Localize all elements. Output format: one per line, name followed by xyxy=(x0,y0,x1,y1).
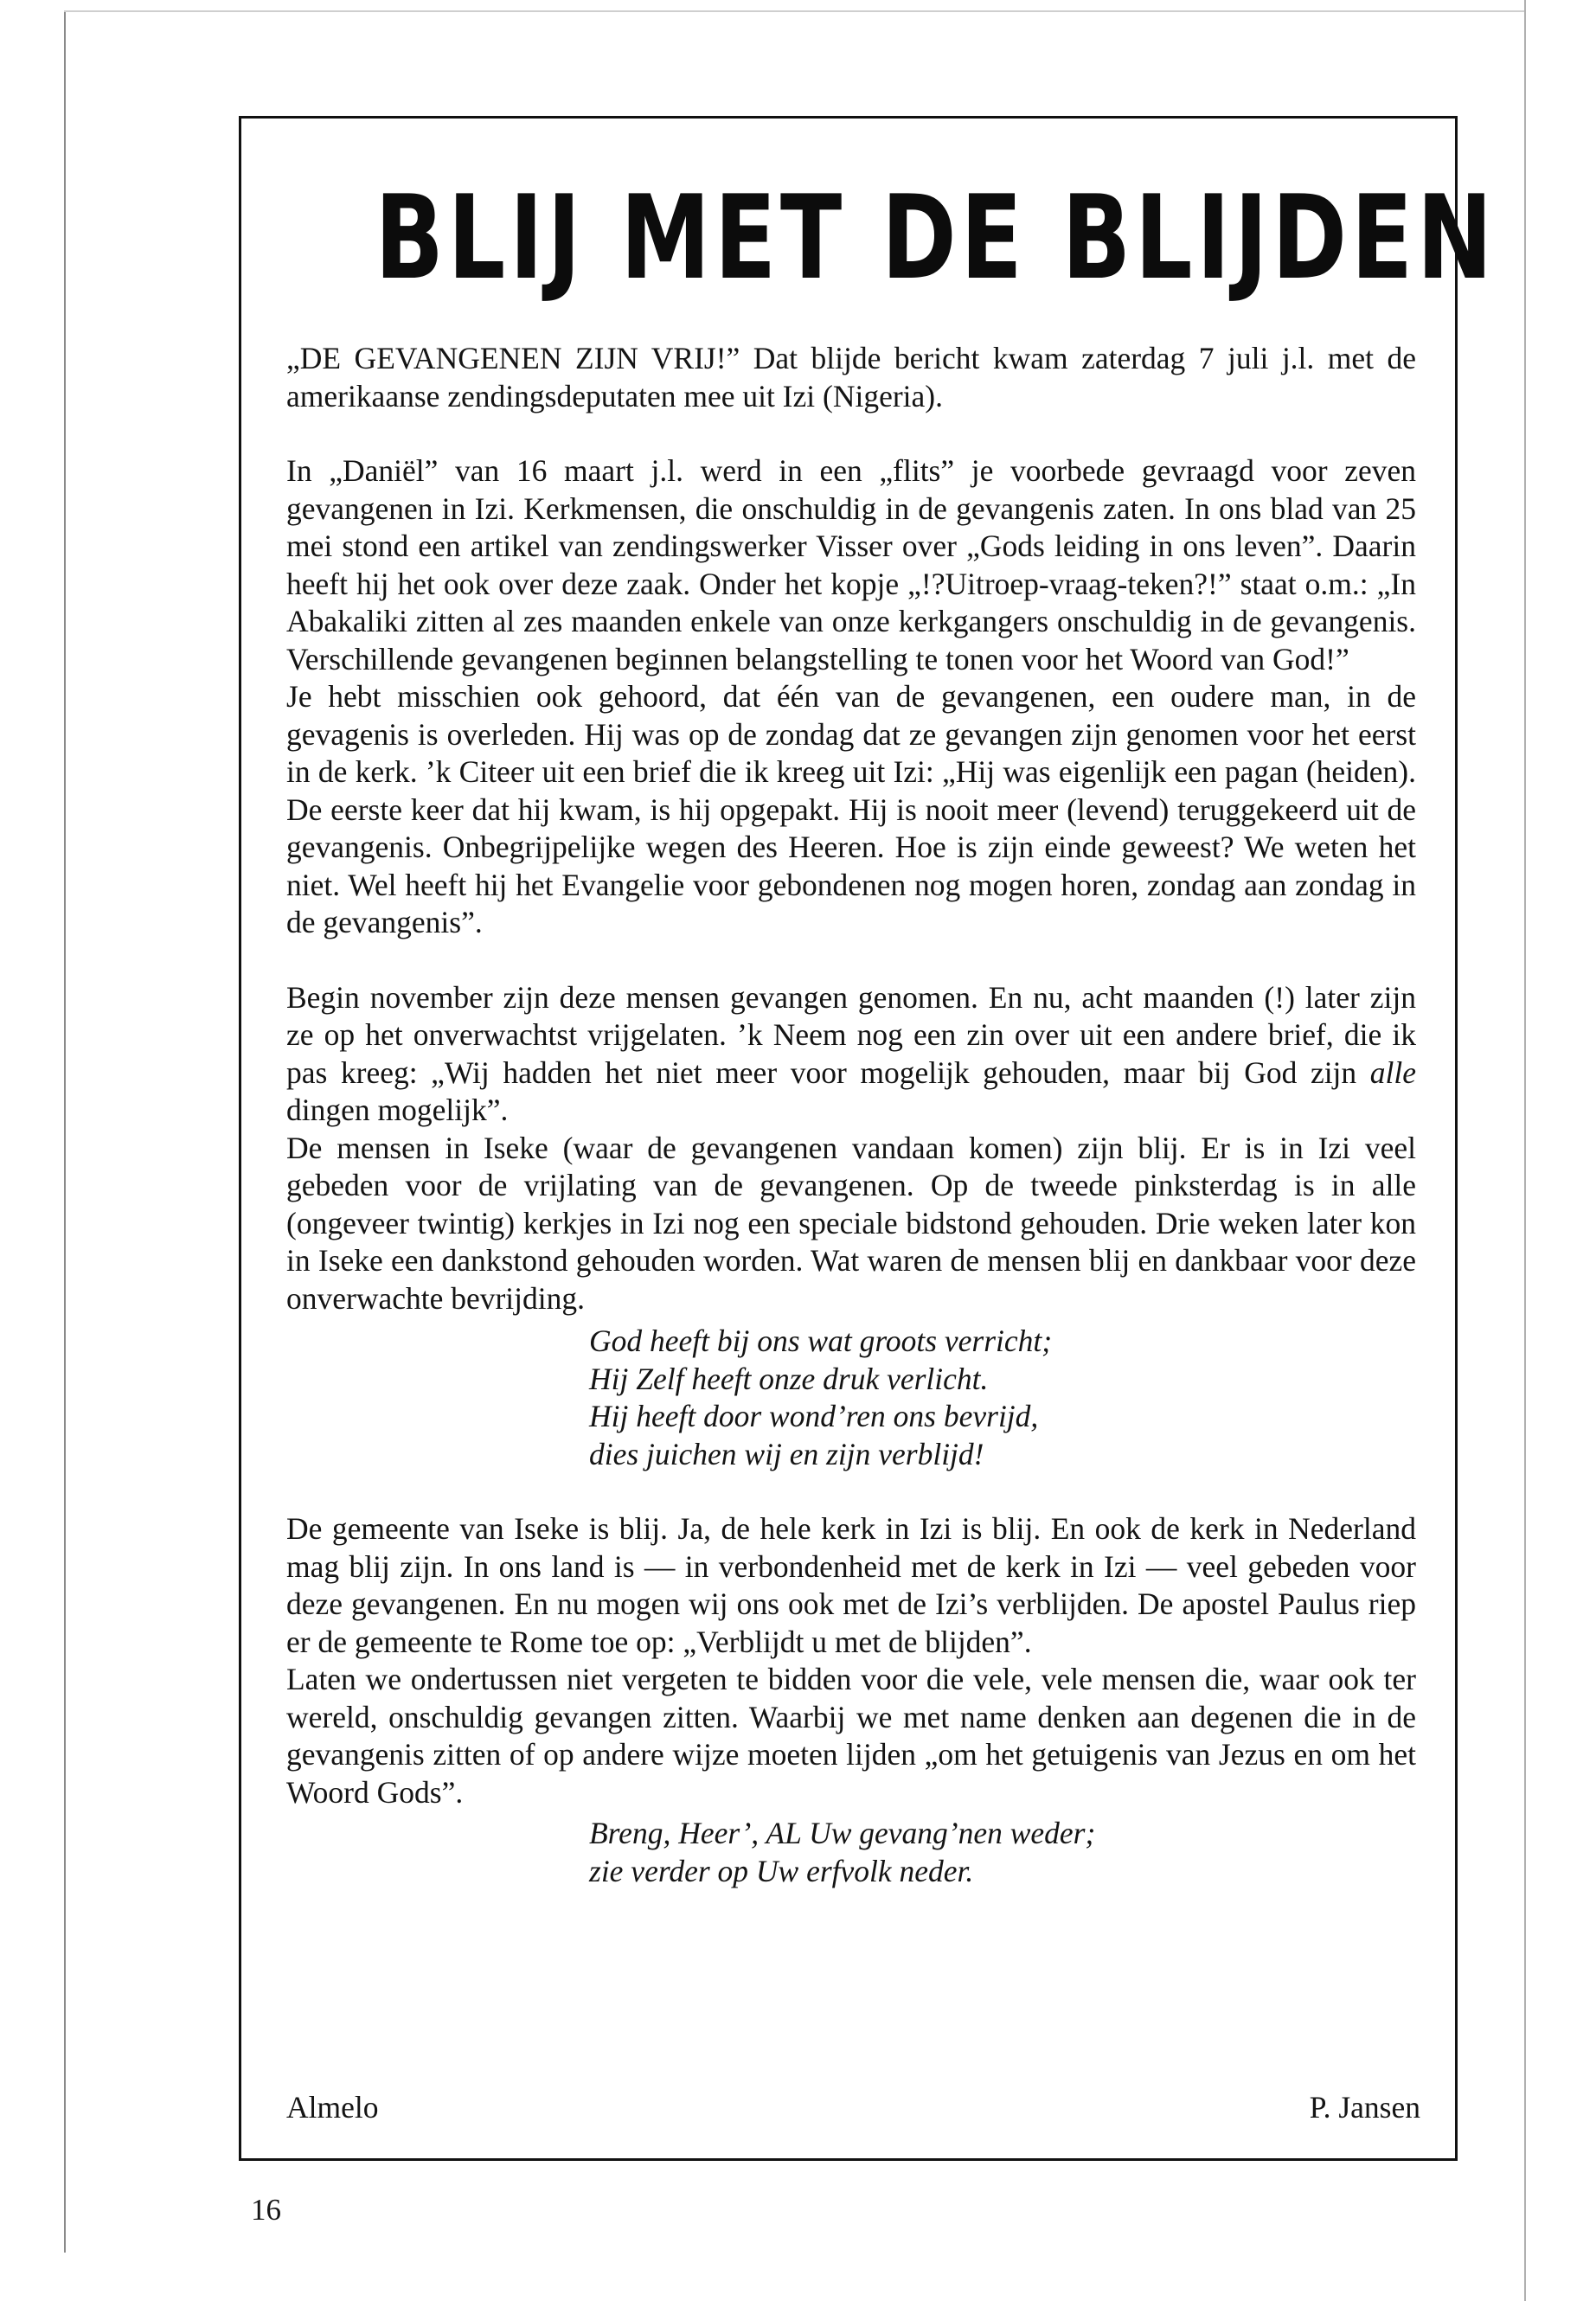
poem-line: zie verder op Uw erfvolk neder. xyxy=(589,1853,974,1888)
paragraph-gap xyxy=(286,942,1416,979)
scan-edge-top xyxy=(64,10,1526,12)
italic-word: alle xyxy=(1369,1054,1416,1090)
page-number: 16 xyxy=(251,2193,281,2227)
scan-edge-right xyxy=(1524,0,1526,2301)
poem-line: God heeft bij ons wat groots verricht; xyxy=(589,1324,1053,1358)
article-body xyxy=(286,340,1416,1890)
paragraph-vrijgelaten xyxy=(286,979,1416,1130)
paragraph-overleden: Je hebt misschien ook gehoord, dat één van de gevangenen, een oudere man, in de gevagenis is overleden. Hij was op de zondag dat ze gevangen zijn genomen voor het eerst in de kerk. ’k Citeer uit een brief die ik kreeg uit Izi: „Hij was eigenlijk een pagan (heiden). De eerste keer dat hij kwam, is hij opgepakt. Hij is nooit meer (levend) teruggekeerd uit de gevangenis. Onbegrijpelijke wegen des Heeren. Hoe is zijn einde geweest? We weten het niet. Wel heeft hij het Evangelie voor gebondenen nog mogen horen, zondag aan zondag in de gevangenis”. xyxy=(286,679,1416,939)
paragraph-gemeente: De gemeente van Iseke is blij. Ja, de hele kerk in Izi is blij. En ook de kerk in Nederland mag blij zijn. In ons land is — in verbondenheid met de kerk in Izi — veel gebeden voor deze gevangenen. En nu mogen wij ons ook met de Izi’s verblijden. De apostel Paulus riep er de gemeente te Rome toe op: „Verblijdt u met de blijden”. xyxy=(286,1511,1416,1659)
poem-line: Breng, Heer’, AL Uw gevang’nen weder; xyxy=(589,1816,1096,1850)
poem-line: dies juichen wij en zijn verblijd! xyxy=(589,1436,984,1471)
paragraph-intro: „DE GEVANGENEN ZIJN VRIJ!” Dat blijde bericht kwam zaterdag 7 juli j.l. met de amerikaanse zendingsdeputaten mee uit Izi (Nigeria). xyxy=(286,341,1416,413)
poem-line: Hij Zelf heeft onze druk verlicht. xyxy=(589,1361,989,1396)
paragraph-daniel: In „Daniël” van 16 maart j.l. werd in een „flits” je voorbede gevraagd voor zeven gevangenen in Izi. Kerkmensen, die onschuldig in de gevangenis zaten. In ons blad van 25 mei stond een artikel van zendingswerker Visser over „Gods leiding in ons leven”. Daarin heeft hij het ook over deze zaak. Onder het kopje „!?Uitroep-vraag-teken?!” staat o.m.: „In Abakaliki zitten al zes maanden enkele van onze kerkgangers onschuldig in de gevangenis. Verschillende gevangenen beginnen belangstelling te tonen voor het Woord van God!” xyxy=(286,453,1416,676)
paragraph-iseke: De mensen in Iseke (waar de gevangenen vandaan komen) zijn blij. Er is in Izi veel gebeden voor de vrijlating van de gevangenen. Op de tweede pinksterdag is in alle (ongeveer twintig) kerkjes in Izi nog een speciale bidstond gehouden. Drie weken later kon in Iseke een dankstond gehouden worden. Wat waren de mensen blij en dankbaar voor deze onverwachte bevrijding. xyxy=(286,1130,1416,1316)
paragraph-text: dingen mogelijk”. xyxy=(286,1093,509,1127)
signature-place: Almelo xyxy=(286,2090,379,2125)
closing-poem-quote xyxy=(589,1815,1416,1890)
scan-edge-left xyxy=(64,12,66,2253)
article-frame xyxy=(239,116,1497,2161)
paragraph-gap xyxy=(286,415,1416,452)
paragraph-text: Begin november zijn deze mensen gevangen genomen. En nu, acht maanden (!) later zijn ze op het onverwachtst vrijgelaten. ’k Neem nog een zin over uit een andere brief, die ik pas kreeg: „Wij hadden het niet meer voor mogelijk gehouden, maar bij God zijn xyxy=(286,979,1416,1090)
poem-quote xyxy=(589,1323,1416,1473)
paragraph-bidden: Laten we ondertussen niet vergeten te bidden voor die vele, vele mensen die, waar ook ter wereld, onschuldig gevangen zitten. Waarbij we met name denken aan degenen die in de gevangenis zitten of op andere wijze moeten lijden „om het getuigenis van Jezus en om het Woord Gods”. xyxy=(286,1662,1416,1810)
poem-line: Hij heeft door wond’ren ons bevrijd, xyxy=(589,1399,1039,1433)
signature-author: P. Jansen xyxy=(1309,2090,1420,2125)
paragraph-gap xyxy=(286,1473,1416,1510)
article-title: BLIJ MET DE BLIJDEN xyxy=(375,170,1497,305)
